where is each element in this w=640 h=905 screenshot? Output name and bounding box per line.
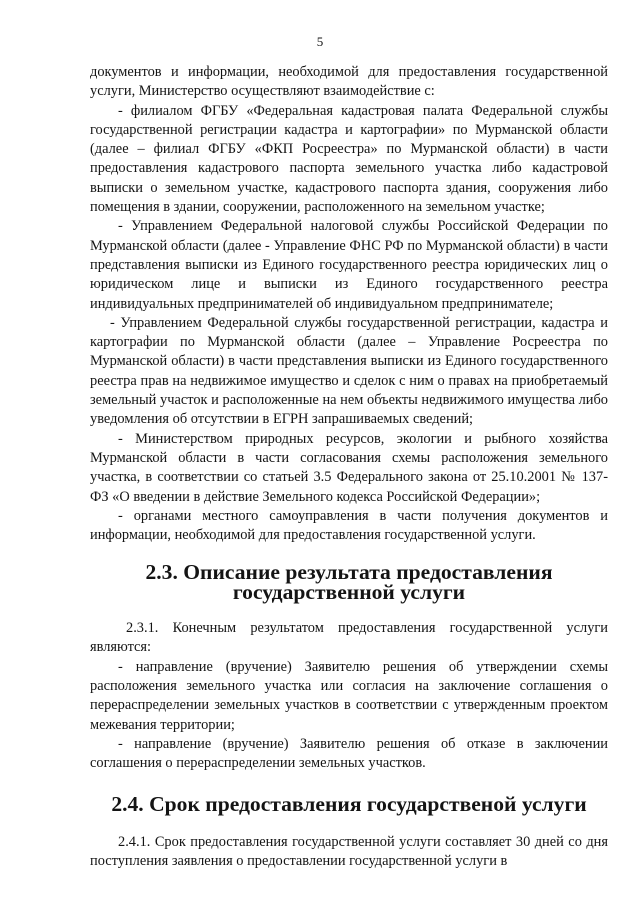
document-body: [90, 63, 608, 871]
section-heading-2-3-line2: государственной услуги: [232, 579, 466, 604]
paragraph-2-3-1: 2.3.1. Конечным результатом предоставления государственной услуги являются:: [90, 620, 608, 656]
paragraph-2-4-1: 2.4.1. Срок предоставления государственной услуги составляет 30 дней со дня поступления заявления о предоставлении государственной услуги в: [90, 833, 608, 869]
section-heading-2-4: 2.4. Срок предоставления государственой услуги: [111, 792, 587, 817]
section-heading-2-3-line1: 2.3. Описание результата предоставления: [145, 560, 553, 585]
paragraph-ministry-nature: - Министерством природных ресурсов, экологии и рыбного хозяйства Мурманской области в части согласования схемы расположения земельного участка, в соответствии со статьей 3.5 Федерального закона от 25.10.2001 № 137-ФЗ «О введении в действие Земельного кодекса Российской Федерации»;: [90, 430, 608, 505]
paragraph-intro: документов и информации, необходимой для предоставления государственной услуги, Министерство осуществляют взаимодействие с:: [90, 64, 608, 100]
paragraph-rosreestr: - Управлением Федеральной службы государственной регистрации, кадастра и картографии по Мурманской области (далее – Управление Росреестра по Мурманской области) в части представления выписки из Единого государственного реестра прав на недвижимое имущество и сделок с ним о правах на приобретаемый земельный участок и расположенные на нем объекты недвижимого имущества либо уведомления об отсутствии в ЕГРН запрашиваемых сведений;: [90, 314, 608, 428]
page-number: 5: [316, 34, 324, 49]
paragraph-tax-service: - Управлением Федеральной налоговой службы Российской Федерации по Мурманской области (далее - Управление ФНС РФ по Мурманской области) в части представления выписки из Единого государственного реестра юридических лиц о юридическом лице и выписки из Единого государственного реестра индивидуальных предпринимателей об индивидуальном предпринимателе;: [90, 218, 608, 312]
section-heading-2-3: [90, 560, 608, 604]
paragraph-cadastral-chamber: - филиалом ФГБУ «Федеральная кадастровая палата Федеральной службы государственной регистрации кадастра и картографии» по Мурманской области (далее – филиал ФГБУ «ФКП Росреестра» по Мурманской области) в части предоставления кадастрового паспорта земельного участка либо кадастровой выписки о земельном участке, кадастрового паспорта здания, сооружения либо помещения в здании, сооружении, расположенного на земельном участке;: [90, 102, 608, 216]
paragraph-result-approval: - направление (вручение) Заявителю решения об утверждении схемы расположения земельного участка или согласия на заключение соглашения о перераспределении земельных участков в соответствии с утвержденным проектом межевания территории;: [90, 658, 608, 733]
paragraph-local-government: - органами местного самоуправления в части получения документов и информации, необходимой для предоставления государственной услуги.: [90, 507, 608, 544]
paragraph-result-refusal: - направление (вручение) Заявителю решения об отказе в заключении соглашения о перераспределении земельных участков.: [90, 735, 608, 772]
